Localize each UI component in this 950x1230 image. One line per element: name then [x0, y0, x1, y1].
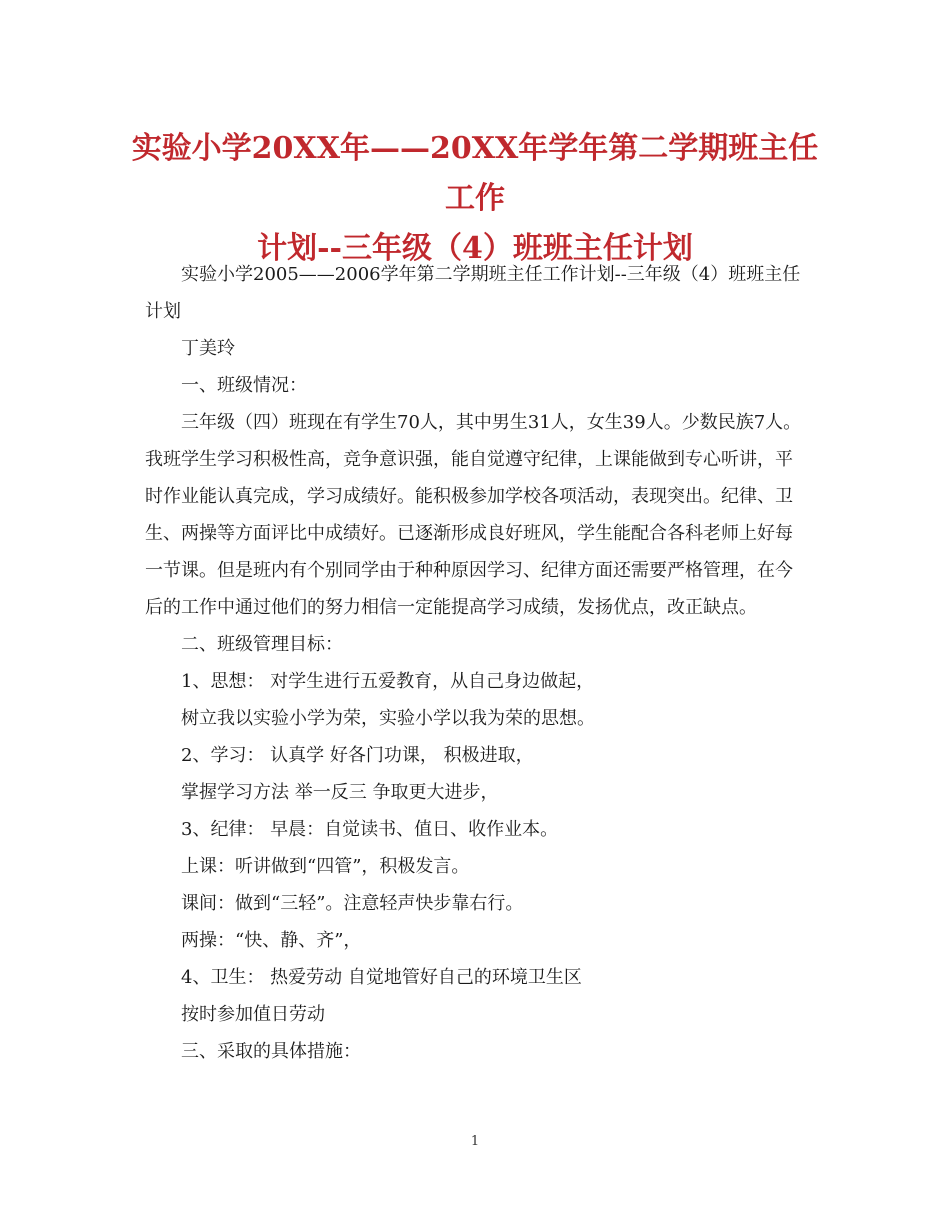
paragraph-goal-discipline-exercise: 两操：“快、静、齐”， [181, 930, 362, 951]
document-body [145, 256, 810, 1070]
paragraph-heading-line: 实验小学2005——2006学年第二学期班主任工作计划--三年级（4）班班主任计划 [145, 264, 801, 322]
paragraph-goal-thought: 1、思想： 对学生进行五爱教育，从自己身边做起， [181, 671, 595, 692]
title-line-1: 实验小学20XX年——20XX年学年第二学期班主任工作 [131, 131, 819, 216]
paragraph-goal-hygiene-detail: 按时参加值日劳动 [181, 1004, 325, 1025]
paragraph-author: 丁美玲 [181, 338, 235, 359]
paragraph-class-situation: 三年级（四）班现在有学生70人，其中男生31人，女生39人。少数民族7人。我班学生学习积极性高，竞争意识强，能自觉遵守纪律，上课能做到专心听讲，平时作业能认真完成，学习成绩好。能积极参加学校各项活动，表现突出。纪律、卫生、两操等方面评比中成绩好。已逐渐形成良好班风，学生能配合各科老师上好每一节课。但是班内有个别同学由于种种原因学习、纪律方面还需要严格管理，在今后的工作中通过他们的努力相信一定能提高学习成绩，发扬优点，改正缺点。 [145, 412, 802, 618]
paragraph-goal-discipline-class: 上课：听讲做到“四管”，积极发言。 [181, 856, 470, 877]
section-heading-class-situation: 一、班级情况： [181, 375, 307, 396]
paragraph-goal-study: 2、学习： 认真学 好各门功课， 积极进取， [181, 745, 534, 766]
document-title [120, 124, 830, 274]
section-heading-measures: 三、采取的具体措施： [181, 1041, 361, 1062]
paragraph-goal-discipline-break: 课间：做到“三轻”。注意轻声快步靠右行。 [181, 893, 524, 914]
title-line-2: 计划--三年级（4）班班主任计划 [257, 231, 693, 266]
paragraph-goal-study-detail: 掌握学习方法 举一反三 争取更大进步， [181, 782, 499, 803]
page-number: 1 [470, 1134, 480, 1149]
paragraph-goal-hygiene: 4、卫生： 热爱劳动 自觉地管好自己的环境卫生区 [181, 967, 582, 988]
paragraph-goal-thought-detail: 树立我以实验小学为荣，实验小学以我为荣的思想。 [181, 708, 595, 729]
paragraph-goal-discipline: 3、纪律： 早晨：自觉读书、值日、收作业本。 [181, 819, 559, 840]
section-heading-management-goals: 二、班级管理目标： [181, 634, 343, 655]
